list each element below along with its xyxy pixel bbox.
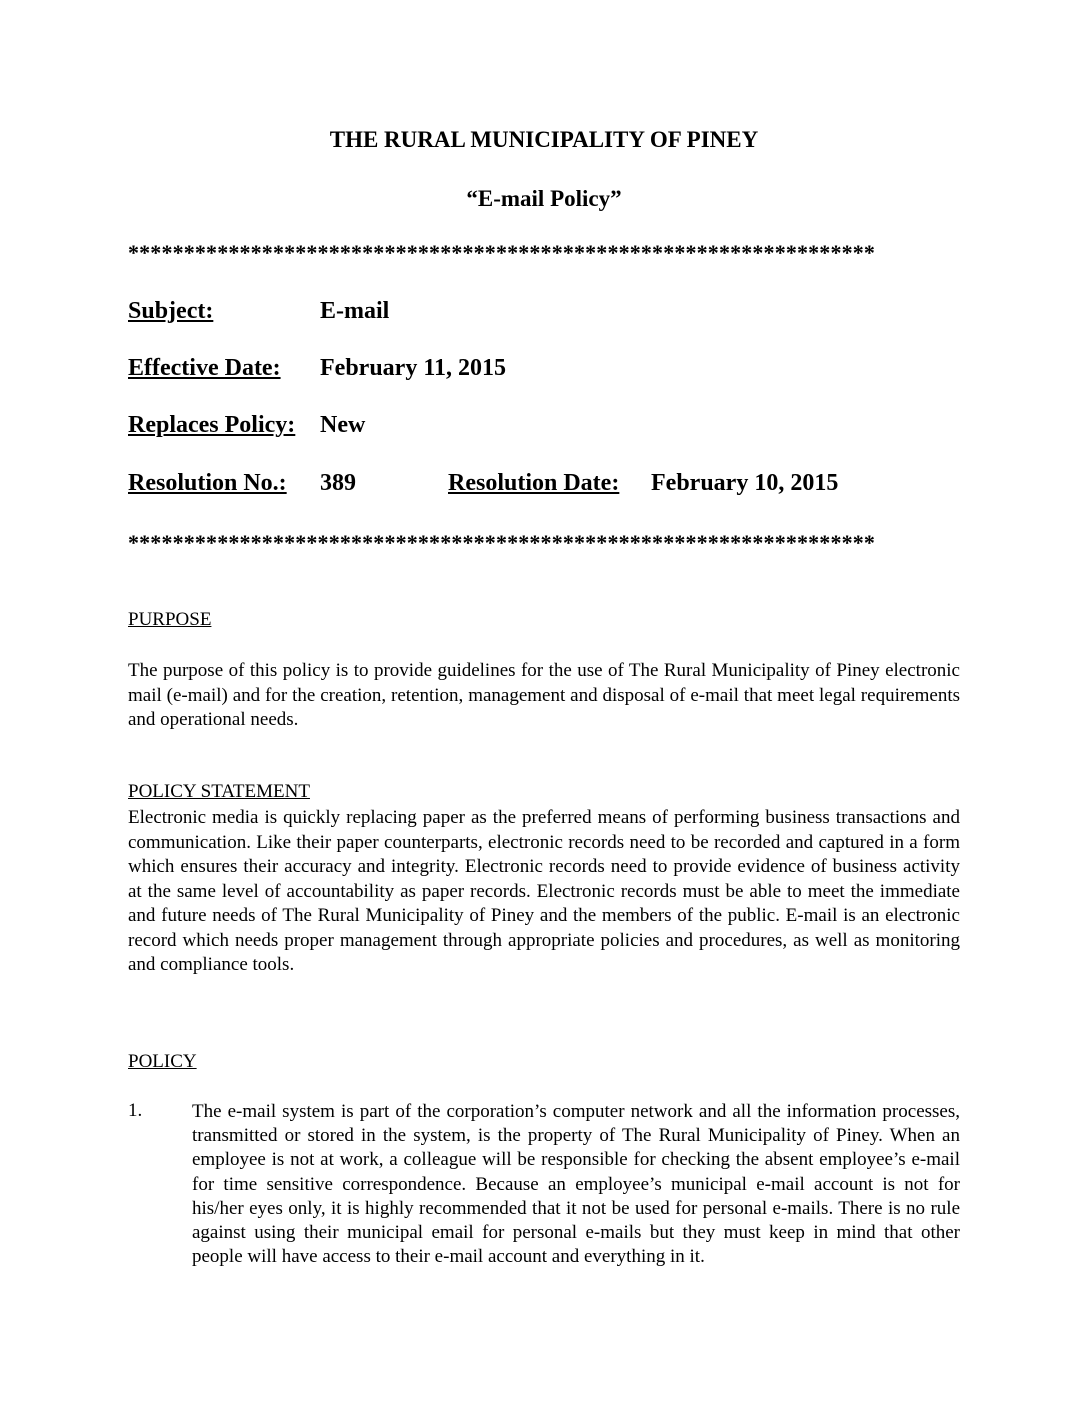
resolution-date-value: February 10, 2015 [651, 470, 839, 496]
purpose-heading: PURPOSE [128, 609, 212, 630]
divider-bottom: ******************************************************************* [128, 530, 876, 555]
policy-heading: POLICY [128, 1051, 197, 1072]
effective-date-label: Effective Date: [128, 355, 281, 381]
document-subtitle: “E-mail Policy” [466, 186, 622, 211]
effective-date-value: February 11, 2015 [320, 355, 506, 381]
subject-label: Subject: [128, 298, 214, 324]
policy-item-number: 1. [128, 1100, 143, 1121]
replaces-policy-value: New [320, 412, 366, 438]
document-title: THE RURAL MUNICIPALITY OF PINEY [329, 127, 759, 152]
subject-value: E-mail [320, 298, 390, 324]
resolution-date-label: Resolution Date: [448, 470, 620, 496]
policy-statement-text: Electronic media is quickly replacing paper as the preferred means of performing business transactions and communication. Like their paper counterparts, electronic records need to be recorded and captured in a form which ensures their accuracy and integrity. Electronic records need to provide evidence of business activity at the same level of accountability as paper records. Electronic records must be able to meet the immediate and future needs of The Rural Municipality of Piney and the members of the public. E-mail is an electronic record which needs proper management through appropriate policies and procedures, as well as monitoring and compliance tools. [128, 807, 960, 975]
divider-top: ******************************************************************* [128, 240, 876, 265]
resolution-no-value: 389 [320, 470, 356, 496]
resolution-no-label: Resolution No.: [128, 470, 287, 496]
purpose-text: The purpose of this policy is to provide guidelines for the use of The Rural Municipality of Piney electronic mail (e-mail) and for the creation, retention, management and disposal of e-mail that meet legal requirements and operational needs. [128, 660, 960, 730]
policy-item-text: The e-mail system is part of the corporation’s computer network and all the information processes, transmitted or stored in the system, is the property of The Rural Municipality of Piney. When an employee is not at work, a colleague will be responsible for checking the absent employee’s e-mail for time sensitive correspondence. Because an employee’s municipal e-mail account is not for his/her eyes only, it is highly recommended that it not be used for personal e-mails. There is no rule against using their municipal email for personal e-mails but they must keep in mind that other people will have access to their e-mail account and everything in it. [192, 1101, 960, 1268]
replaces-policy-label: Replaces Policy: [128, 412, 296, 438]
policy-statement-heading: POLICY STATEMENT [128, 781, 310, 802]
